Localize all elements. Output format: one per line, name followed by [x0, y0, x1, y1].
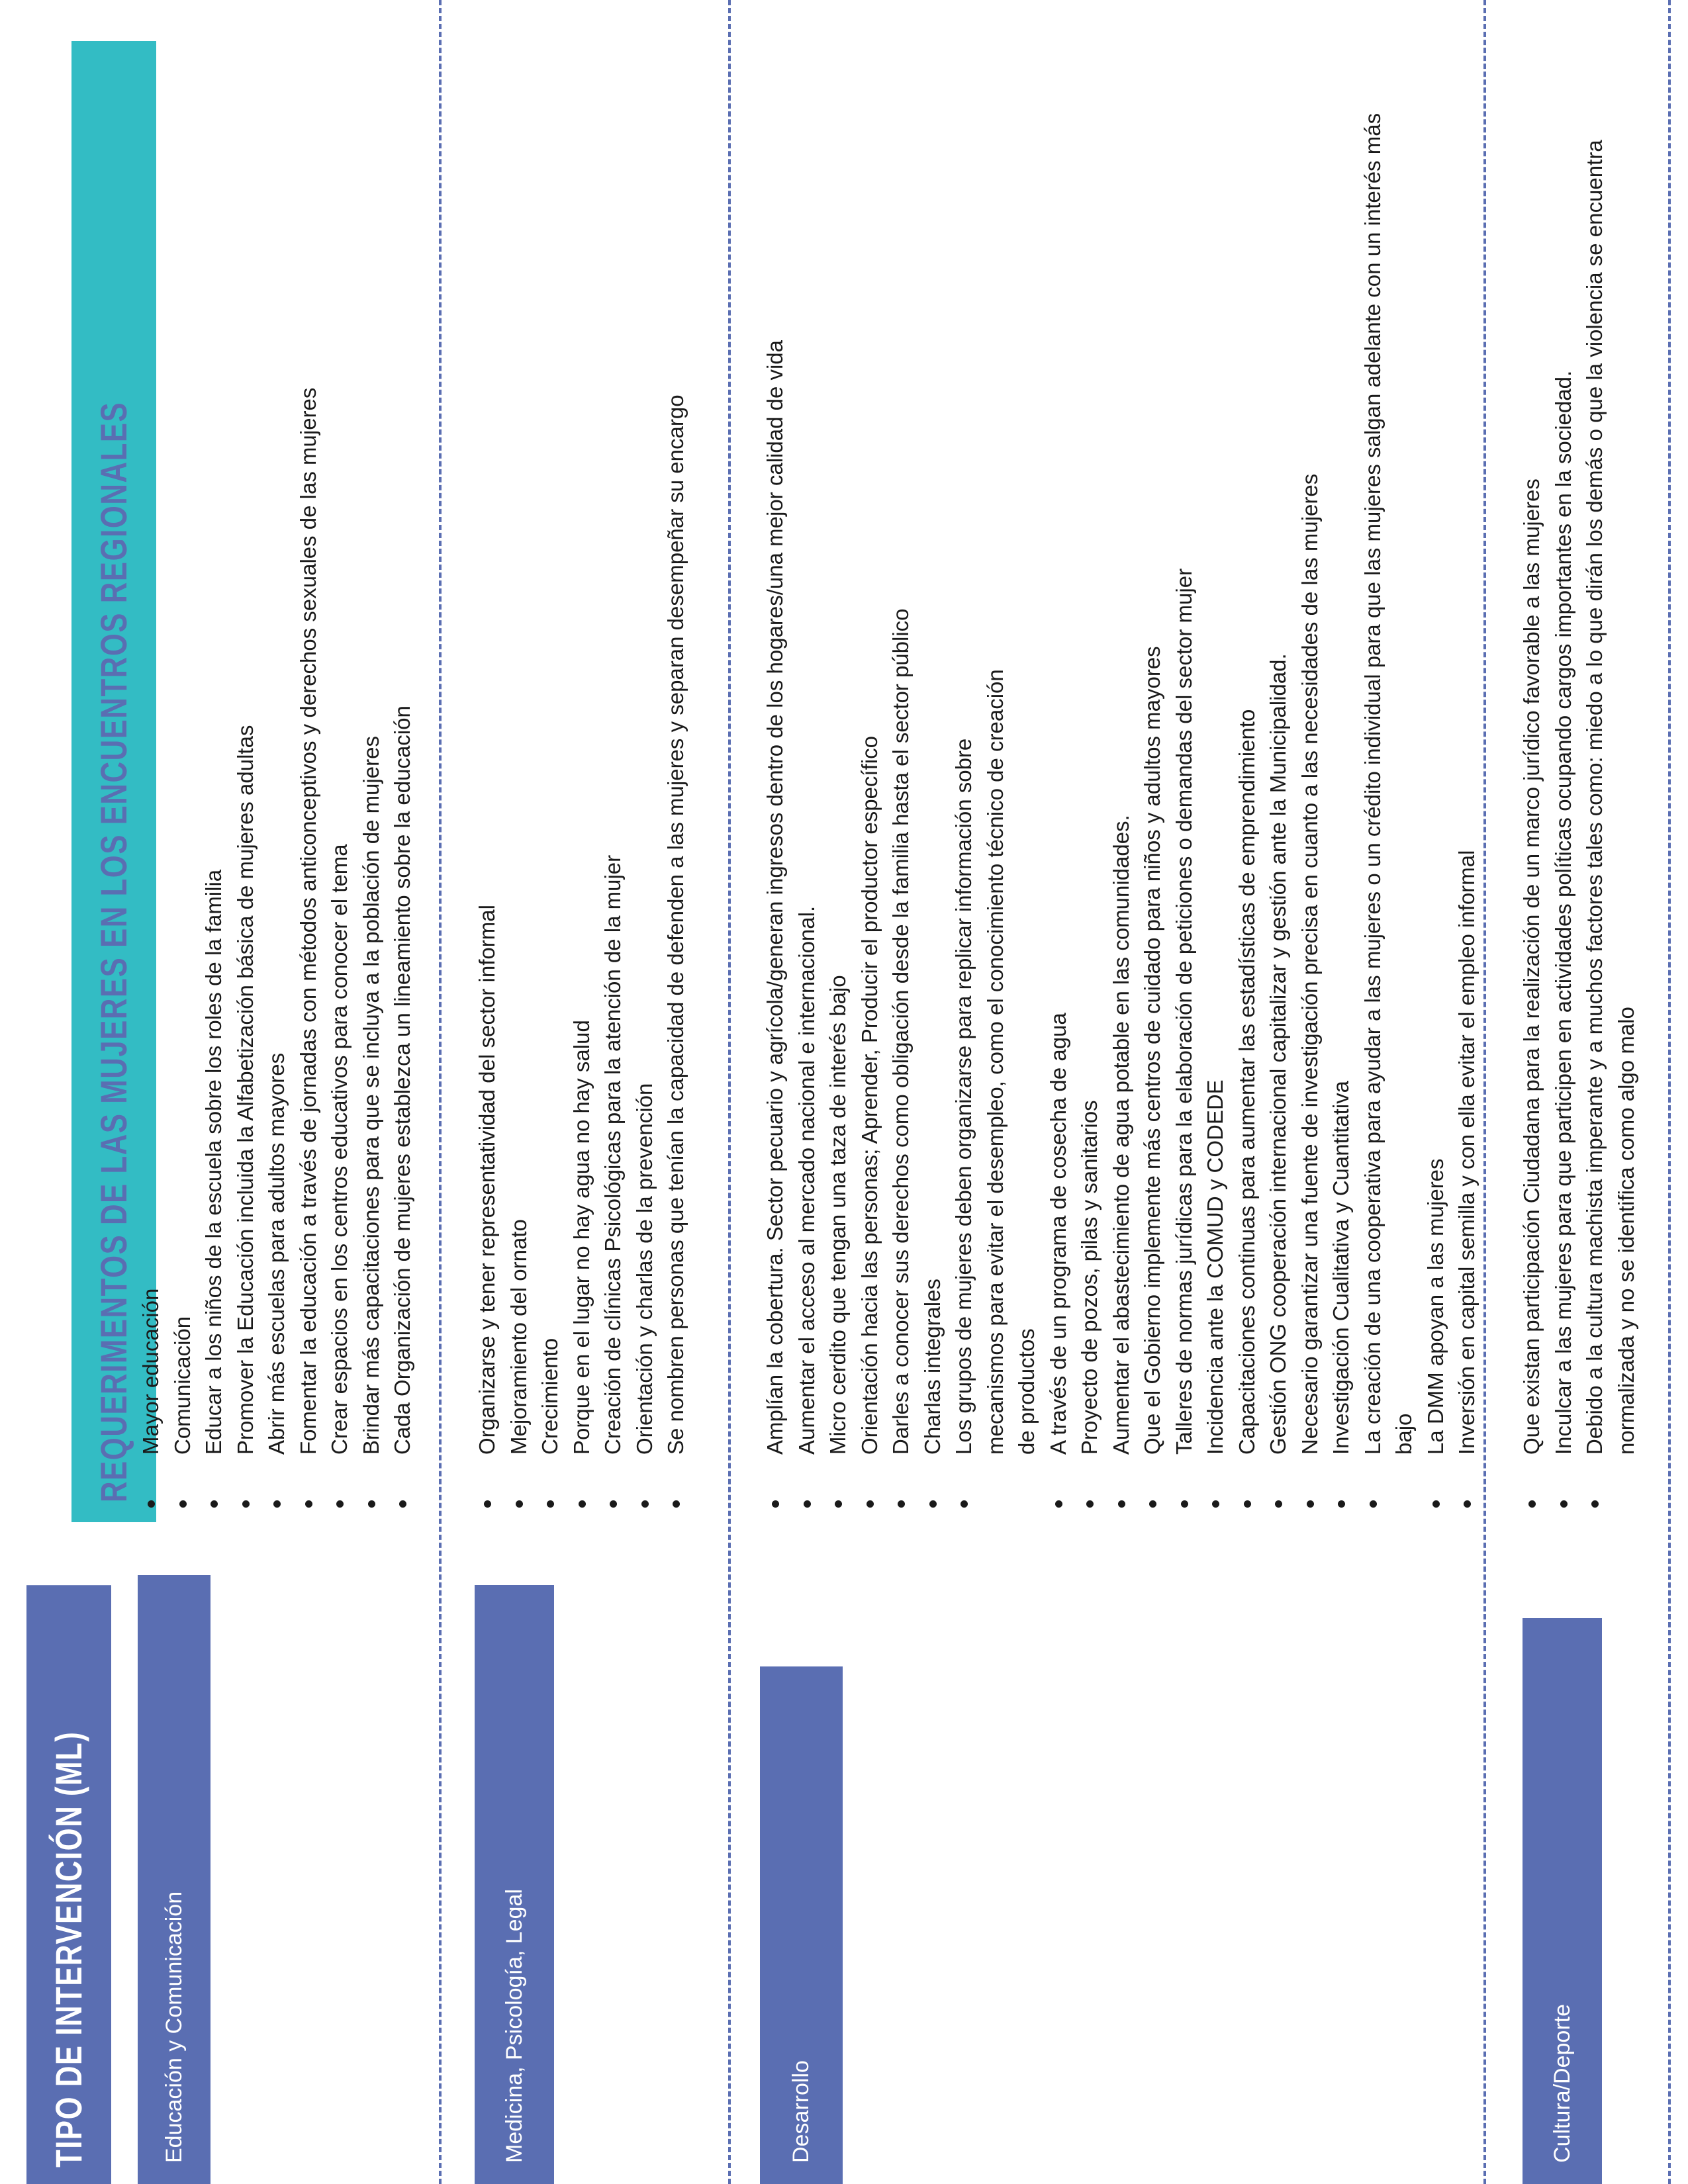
list-item: Capacitaciones continuas para aumentar las estadísticas de emprendimiento [1231, 13, 1263, 1522]
requirements-header-label: REQUERIMENTOS DE LAS MUJERES EN LOS ENCUENTROS REGIONALES [93, 401, 134, 1502]
list-item: Necesario garantizar una fuente de investigación precisa en cuanto a las necesidades de las mujeres [1294, 13, 1326, 1522]
culture-requirements-list [1516, 13, 1642, 1522]
list-item: Gestión ONG cooperación internacional capitalizar y gestión ante la Municipalidad. [1262, 13, 1294, 1522]
list-item: Mayor educación [135, 13, 167, 1522]
list-item: Talleres de normas jurídicas para la elaboración de peticiones o demandas del sector mujer [1168, 13, 1200, 1522]
list-item: Debido a la cultura machista imperante y a muchos factores tales como: miedo a lo que dirán los demás o que la violencia se encuentra normalizada y no se identifica como algo malo [1579, 13, 1642, 1522]
list-item: Crear espacios en los centros educativos para conocer el tema [324, 13, 355, 1522]
list-item: Incidencia ante la COMUD y CODEDE [1199, 13, 1231, 1522]
list-item: Aumentar el abastecimiento de agua potable en las comunidades. [1105, 13, 1137, 1522]
list-item: Se nombren personas que tenían la capacidad de defenden a las mujeres y separan desempeñar su encargo [660, 13, 692, 1522]
list-item: Comunicación [167, 13, 199, 1522]
list-item: Cada Organización de mujeres establezca un lineamiento sobre la educación [387, 13, 418, 1522]
list-item: Micro cerdito que tengan una taza de interés bajo [822, 13, 854, 1522]
list-item: Mejoramiento del ornato [503, 13, 535, 1522]
list-item: Brindar más capacitaciones para que se incluya a la población de mujeres [355, 13, 387, 1522]
list-item: Educar a los niños de la escuela sobre los roles de la familia [198, 13, 230, 1522]
section-divider [728, 0, 731, 2184]
list-item: Proyecto de pozos, pilas y sanitarios [1074, 13, 1105, 1522]
list-item: Orientación hacia las personas; Aprender, Producir el productor específico [854, 13, 886, 1522]
list-item: Darles a conocer sus derechos como obligación desde la familia hasta el sector público [885, 13, 917, 1522]
list-item: Aumentar el acceso al mercado nacional e internacional. [791, 13, 823, 1522]
list-item: Organizarse y tener representatividad del sector informal [471, 13, 503, 1522]
list-item: Porque en el lugar no hay agua no hay salud [566, 13, 598, 1522]
list-item: Investigación Cualitativa y Cuantitativa [1325, 13, 1357, 1522]
category-medicine-psychology-legal: Medicina, Psicología, Legal [475, 1585, 554, 2184]
list-item: Orientación y charlas de la prevención [629, 13, 661, 1522]
list-item: Charlas integrales [917, 13, 949, 1522]
education-requirements-list [135, 13, 418, 1522]
list-item: Que el Gobierno implemente más centros de cuidado para niños y adultos mayores [1137, 13, 1168, 1522]
list-item: Fomentar la educación a través de jornadas con métodos anticonceptivos y derechos sexuales de las mujeres [293, 13, 324, 1522]
list-item: Que existan participación Ciudadana para la realización de un marco jurídico favorable a las mujeres [1516, 13, 1548, 1522]
section-divider [1668, 0, 1671, 2184]
section-divider [1483, 0, 1486, 2184]
list-item: A través de un programa de cosecha de agua [1043, 13, 1074, 1522]
category-education: Educación y Comunicación [138, 1575, 211, 2184]
list-item: Los grupos de mujeres deben organizarse para replicar información sobre mecanismos para evitar el desempleo, como el conocimiento técnico de creación de productos [948, 13, 1043, 1522]
list-item: Creación de clínicas Psicológicas para la atención de la mujer [597, 13, 629, 1522]
list-item: La DMM apoyan a las mujeres [1420, 13, 1452, 1522]
medicine-requirements-list [471, 13, 692, 1522]
category-development: Desarrollo [760, 1666, 843, 2184]
section-divider [439, 0, 442, 2184]
intervention-type-header: TIPO DE INTERVENCIÓN (ML) [26, 1585, 111, 2184]
development-requirements-list [759, 13, 1483, 1522]
category-culture-sport: Cultura/Deporte [1523, 1618, 1602, 2184]
list-item: Inculcar a las mujeres para que participen en actividades políticas ocupando cargos importantes en la sociedad. [1548, 13, 1579, 1522]
list-item: Amplían la cobertura. Sector pecuario y agrícola/generan ingresos dentro de los hogares/una mejor calidad de vida [759, 13, 791, 1522]
list-item: La creación de una cooperativa para ayudar a las mujeres o un crédito individual para que las mujeres salgan adelante con un interés más bajo [1357, 13, 1420, 1522]
list-item: Crecimiento [534, 13, 566, 1522]
list-item: Inversión en capital semilla y con ella evitar el empleo informal [1451, 13, 1483, 1522]
list-item: Promover la Educación incluida la Alfabetización básica de mujeres adultas [230, 13, 261, 1522]
list-item: Abrir más escuelas para adultos mayores [261, 13, 293, 1522]
